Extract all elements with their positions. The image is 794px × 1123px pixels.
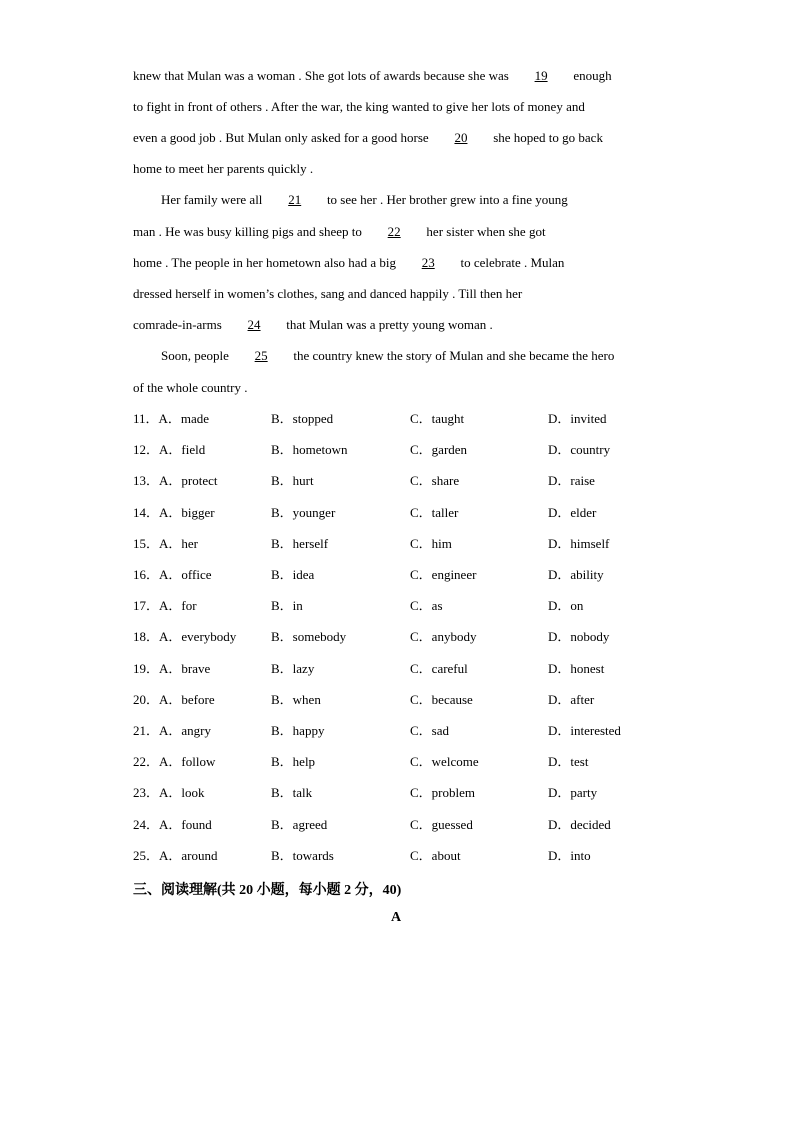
option-cell[interactable] [271, 598, 303, 614]
passage-line [133, 224, 546, 240]
option-cell[interactable] [548, 629, 609, 645]
option-b[interactable]: B．agreed [271, 817, 328, 832]
text: to see her . Her brother grew into a fine young [323, 192, 568, 207]
option-cell[interactable] [133, 661, 210, 677]
option-cell[interactable] [133, 442, 205, 458]
option-cell[interactable] [548, 442, 610, 458]
option-cell[interactable] [548, 661, 604, 677]
option-c[interactable]: C．problem [410, 785, 475, 800]
option-d[interactable]: D．elder [548, 505, 597, 520]
option-b[interactable]: B．in [271, 598, 303, 613]
blank-21[interactable]: 21 [288, 192, 302, 207]
question-number: 16． [133, 567, 160, 582]
passage-line [161, 192, 568, 208]
passage-line [161, 348, 614, 364]
option-b[interactable]: B．towards [271, 848, 334, 863]
option-b[interactable]: B．stopped [271, 411, 334, 426]
option-cell[interactable] [410, 785, 475, 801]
option-d[interactable]: D．ability [548, 567, 604, 582]
option-cell[interactable] [133, 598, 197, 614]
question-number: 20． [133, 692, 160, 707]
option-d[interactable]: D．party [548, 785, 598, 800]
option-a[interactable]: A．brave [159, 661, 211, 676]
text: to fight in front of others . After the war, the king wanted to give her lots of money and [133, 99, 585, 114]
option-c[interactable]: C．engineer [410, 567, 477, 582]
option-b[interactable]: B．younger [271, 505, 336, 520]
option-b[interactable]: B．idea [271, 567, 315, 582]
question-number: 24． [133, 817, 160, 832]
blank-23[interactable]: 23 [421, 255, 435, 270]
option-cell[interactable] [410, 442, 467, 458]
question-number: 18． [133, 629, 160, 644]
passage-line [133, 161, 313, 177]
text: she hoped to go back [489, 130, 603, 145]
question-number: 11． [133, 411, 159, 426]
option-cell[interactable] [133, 473, 218, 489]
option-b[interactable]: B．hurt [271, 473, 314, 488]
text: her sister when she got [423, 224, 546, 239]
option-cell[interactable] [410, 473, 459, 489]
option-cell[interactable] [548, 567, 604, 583]
option-c[interactable]: C．as [410, 598, 443, 613]
option-cell[interactable] [548, 848, 591, 864]
option-b[interactable]: B．happy [271, 723, 325, 738]
option-cell[interactable] [133, 536, 198, 552]
option-c[interactable]: C．taller [410, 505, 459, 520]
blank-19[interactable]: 19 [534, 68, 548, 83]
option-c[interactable]: C．guessed [410, 817, 473, 832]
passage-line [133, 317, 493, 333]
question-number: 13． [133, 473, 160, 488]
option-d[interactable]: D．interested [548, 723, 621, 738]
option-cell[interactable] [410, 754, 479, 770]
option-cell[interactable] [271, 817, 327, 833]
option-cell[interactable] [548, 817, 611, 833]
option-c[interactable]: C．garden [410, 442, 468, 457]
blank-25[interactable]: 25 [254, 348, 268, 363]
passage-line [133, 286, 522, 302]
text: home to meet her parents quickly . [133, 161, 314, 176]
option-cell[interactable] [548, 505, 596, 521]
option-c[interactable]: C．careful [410, 661, 468, 676]
question-number: 15． [133, 536, 160, 551]
option-c[interactable]: C．about [410, 848, 461, 863]
option-d[interactable]: D．raise [548, 473, 595, 488]
option-d[interactable]: D．into [548, 848, 591, 863]
blank-22[interactable]: 22 [387, 224, 401, 239]
option-a[interactable]: A．follow [159, 754, 216, 769]
option-cell[interactable] [271, 505, 335, 521]
option-b[interactable]: B．hometown [271, 442, 348, 457]
option-d[interactable]: D．nobody [548, 629, 610, 644]
text: the country knew the story of Mulan and she became the hero [290, 348, 615, 363]
option-b[interactable]: B．lazy [271, 661, 315, 676]
question-number: 25． [133, 848, 160, 863]
question-number: 21． [133, 723, 160, 738]
option-b[interactable]: B．when [271, 692, 321, 707]
option-c[interactable]: C．sad [410, 723, 450, 738]
option-cell[interactable] [271, 411, 333, 427]
option-c[interactable]: C．taught [410, 411, 465, 426]
option-d[interactable]: D．after [548, 692, 595, 707]
option-a[interactable]: A．made [158, 411, 210, 426]
option-a[interactable]: A．her [159, 536, 199, 551]
option-b[interactable]: B．herself [271, 536, 329, 551]
option-cell[interactable] [271, 785, 312, 801]
option-d[interactable]: D．invited [548, 411, 607, 426]
option-cell[interactable] [410, 817, 473, 833]
text: Her family were all [161, 192, 266, 207]
question-number: 22． [133, 754, 160, 769]
option-cell[interactable] [548, 723, 621, 739]
text: of the whole country . [133, 380, 248, 395]
option-d[interactable]: D．decided [548, 817, 611, 832]
question-number: 14． [133, 505, 160, 520]
text: knew that Mulan was a woman . She got lots of awards because she was [133, 68, 513, 83]
text: dressed herself in women’s clothes, sang and danced happily . Till then her [133, 286, 523, 301]
blank-24[interactable]: 24 [247, 317, 261, 332]
section-heading: 三、阅读理解(共 20 小题，每小题 2 分，40) [133, 883, 402, 898]
option-a[interactable]: A．for [159, 598, 197, 613]
option-cell[interactable] [271, 848, 334, 864]
option-a[interactable]: A．everybody [159, 629, 237, 644]
passage-line [133, 68, 612, 84]
option-cell[interactable] [548, 754, 588, 770]
option-cell[interactable] [548, 411, 607, 427]
option-d[interactable]: D．on [548, 598, 584, 613]
option-a[interactable]: A．found [159, 817, 212, 832]
option-cell[interactable] [133, 848, 218, 864]
option-c[interactable]: C．anybody [410, 629, 477, 644]
option-cell[interactable] [410, 692, 473, 708]
question-number: 23． [133, 785, 160, 800]
option-cell[interactable] [410, 411, 464, 427]
option-c[interactable]: C．him [410, 536, 452, 551]
option-cell[interactable] [133, 629, 236, 645]
option-b[interactable]: B．talk [271, 785, 313, 800]
option-d[interactable]: D．honest [548, 661, 605, 676]
option-cell[interactable] [548, 785, 597, 801]
option-c[interactable]: C．because [410, 692, 473, 707]
option-cell[interactable] [548, 536, 609, 552]
option-cell[interactable] [271, 442, 348, 458]
option-c[interactable]: C．share [410, 473, 460, 488]
option-cell[interactable] [133, 817, 212, 833]
option-cell[interactable] [410, 598, 443, 614]
option-d[interactable]: D．himself [548, 536, 610, 551]
passage-line [133, 130, 603, 146]
option-cell[interactable] [271, 473, 314, 489]
option-c[interactable]: C．welcome [410, 754, 479, 769]
option-cell[interactable] [410, 505, 458, 521]
question-number: 19． [133, 661, 160, 676]
passage-line [133, 380, 247, 396]
option-cell[interactable] [410, 567, 476, 583]
option-cell[interactable] [410, 629, 476, 645]
blank-20[interactable]: 20 [454, 130, 468, 145]
option-cell[interactable] [548, 598, 583, 614]
question-number: 17． [133, 598, 160, 613]
option-cell[interactable] [410, 661, 468, 677]
option-a[interactable]: A．bigger [159, 505, 215, 520]
option-cell[interactable] [271, 661, 314, 677]
option-cell[interactable] [271, 754, 315, 770]
option-cell[interactable] [271, 536, 328, 552]
text: that Mulan was a pretty young woman . [283, 317, 493, 332]
option-a[interactable]: A．look [159, 785, 205, 800]
option-cell[interactable] [271, 629, 346, 645]
option-cell[interactable] [410, 723, 449, 739]
text: home . The people in her hometown also had a big [133, 255, 400, 270]
text: comrade-in-arms [133, 317, 226, 332]
question-number: 12． [133, 442, 160, 457]
option-cell[interactable] [133, 692, 215, 708]
option-a[interactable]: A．protect [159, 473, 218, 488]
option-cell[interactable] [410, 536, 452, 552]
option-cell[interactable] [548, 692, 594, 708]
text: man . He was busy killing pigs and sheep to [133, 224, 366, 239]
option-cell[interactable] [410, 848, 461, 864]
option-cell[interactable] [133, 411, 209, 427]
option-a[interactable]: A．office [159, 567, 212, 582]
option-cell[interactable] [271, 723, 324, 739]
text: Soon, people [161, 348, 233, 363]
option-a[interactable]: A．angry [159, 723, 212, 738]
option-cell[interactable] [133, 754, 215, 770]
option-b[interactable]: B．help [271, 754, 316, 769]
option-a[interactable]: A．field [159, 442, 206, 457]
passage-line [133, 99, 585, 115]
option-cell[interactable] [271, 692, 321, 708]
option-a[interactable]: A．around [159, 848, 218, 863]
passage-line [133, 255, 564, 271]
option-cell[interactable] [133, 567, 211, 583]
option-cell[interactable] [133, 505, 215, 521]
option-cell[interactable] [548, 473, 595, 489]
text: even a good job . But Mulan only asked for a good horse [133, 130, 432, 145]
option-a[interactable]: A．before [159, 692, 215, 707]
section-letter: A [391, 910, 402, 925]
option-cell[interactable] [133, 723, 211, 739]
text: enough [570, 68, 612, 83]
option-cell[interactable] [133, 785, 205, 801]
option-cell[interactable] [271, 567, 314, 583]
text: to celebrate . Mulan [457, 255, 565, 270]
option-d[interactable]: D．test [548, 754, 589, 769]
option-b[interactable]: B．somebody [271, 629, 347, 644]
option-d[interactable]: D．country [548, 442, 611, 457]
